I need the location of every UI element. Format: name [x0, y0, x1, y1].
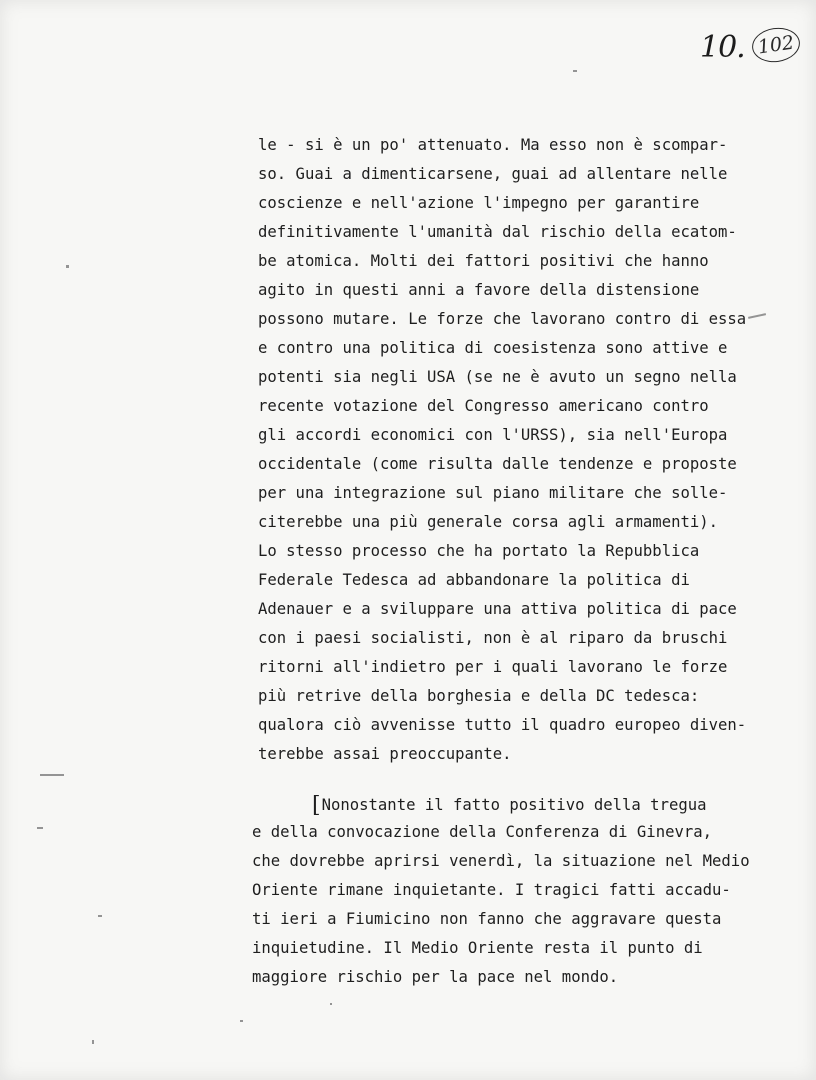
paragraph-2: [252, 789, 802, 992]
text-line: citerebbe una più generale corsa agli armamenti).: [258, 513, 719, 531]
text-line: più retrive della borghesia e della DC tedesca:: [258, 687, 700, 705]
text-line: ritorni all'indietro per i quali lavorano le forze: [258, 658, 728, 676]
text-line: le - si è un po' attenuato. Ma esso non è scompar-: [258, 136, 728, 154]
bracket-mark: [: [312, 793, 321, 818]
margin-mark: [40, 774, 64, 776]
page-number: 10.: [700, 30, 745, 65]
text-line: Federale Tedesca ad abbandonare la politica di: [258, 571, 690, 589]
margin-mark: [330, 1003, 332, 1005]
text-line: agito in questi anni a favore della distensione: [258, 281, 700, 299]
text-line: per una integrazione sul piano militare che solle-: [258, 484, 728, 502]
text-line: gli accordi economici con l'URSS), sia nell'Europa: [258, 426, 728, 444]
text-line: Adenauer e a sviluppare una attiva politica di pace: [258, 600, 737, 618]
text-line: e della convocazione della Conferenza di Ginevra,: [252, 823, 713, 841]
text-line: Nonostante il fatto positivo della tregua: [321, 796, 707, 814]
text-line: recente votazione del Congresso americano contro: [258, 397, 709, 415]
margin-mark: [573, 70, 577, 72]
text-line: ti ieri a Fiumicino non fanno che aggravare questa: [252, 910, 722, 928]
text-line: so. Guai a dimenticarsene, guai ad allentare nelle: [258, 165, 728, 183]
text-line: definitivamente l'umanità dal rischio della ecatom-: [258, 223, 737, 241]
text-line: possono mutare. Le forze che lavorano contro di essa: [258, 310, 747, 328]
margin-mark: [240, 1020, 243, 1022]
paragraph-1: [258, 131, 798, 769]
text-line: occidentale (come risulta dalle tendenze e proposte: [258, 455, 737, 473]
margin-mark: [66, 265, 69, 268]
text-line: Lo stesso processo che ha portato la Repubblica: [258, 542, 700, 560]
text-line: terebbe assai preoccupante.: [258, 745, 512, 763]
text-line: Oriente rimane inquietante. I tragici fatti accadu-: [252, 881, 731, 899]
text-line: potenti sia negli USA (se ne è avuto un segno nella: [258, 368, 737, 386]
text-line-first: [252, 789, 802, 818]
text-line: coscienze e nell'azione l'impegno per garantire: [258, 194, 700, 212]
archive-stamp-number: 102: [750, 25, 802, 65]
text-line: inquietudine. Il Medio Oriente resta il punto di: [252, 939, 703, 957]
margin-mark: [37, 827, 43, 829]
text-line: be atomica. Molti dei fattori positivi che hanno: [258, 252, 709, 270]
text-line: e contro una politica di coesistenza sono attive e: [258, 339, 728, 357]
text-line: maggiore rischio per la pace nel mondo.: [252, 968, 619, 986]
margin-mark: [92, 1040, 94, 1044]
text-line: qualora ciò avvenisse tutto il quadro europeo diven-: [258, 716, 747, 734]
margin-mark: [98, 915, 102, 917]
text-line: che dovrebbe aprirsi venerdì, la situazione nel Medio: [252, 852, 750, 870]
text-line: con i paesi socialisti, non è al riparo da bruschi: [258, 629, 728, 647]
